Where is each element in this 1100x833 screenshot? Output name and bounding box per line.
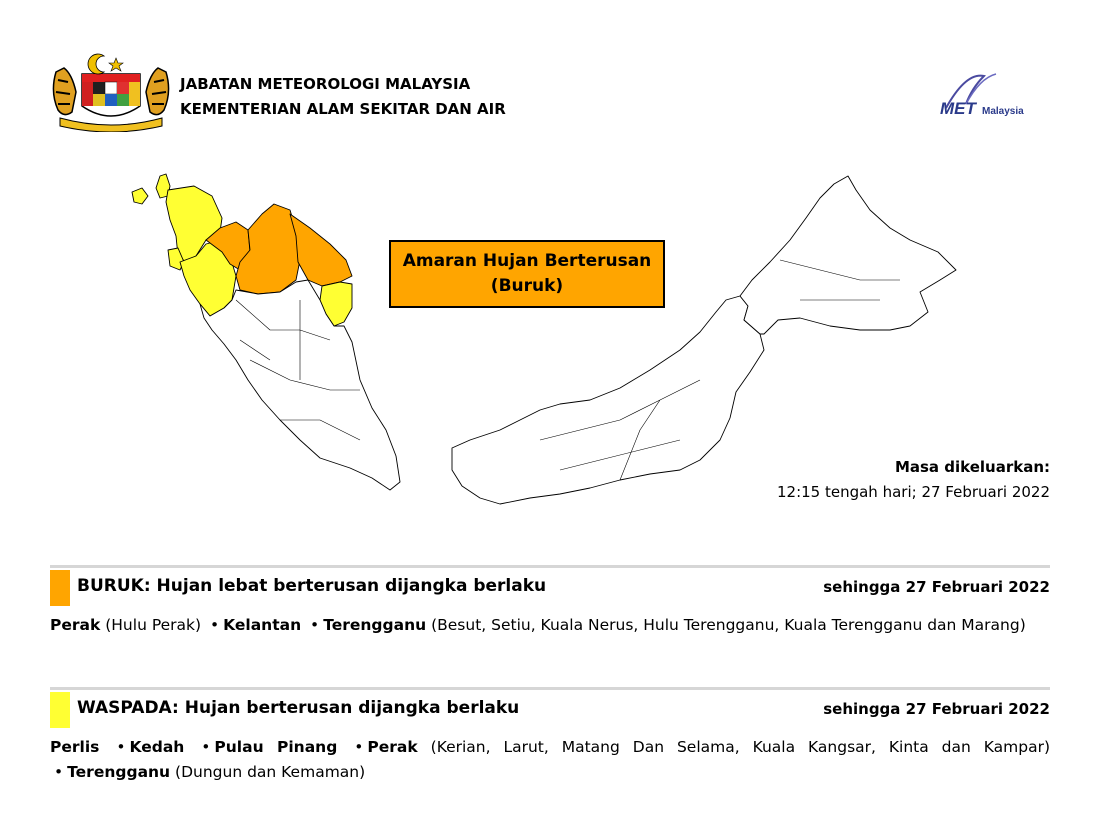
waspada-swatch <box>50 692 70 728</box>
separator-dot: • <box>209 616 220 634</box>
area-detail: (Besut, Setiu, Kuala Nerus, Hulu Terengganu, Kuala Terengganu dan Marang) <box>431 616 1026 634</box>
warning-title: Amaran Hujan Berterusan <box>402 251 652 271</box>
buruk-swatch <box>50 570 70 606</box>
agency-name: JABATAN METEOROLOGI MALAYSIA <box>180 75 471 93</box>
area-state: Terengganu <box>67 763 171 781</box>
area-state: Pulau Pinang <box>214 738 338 756</box>
area-detail: (Hulu Perak) <box>105 616 202 634</box>
area-detail: (Kerian, Larut, Matang Dan Selama, Kuala Kangsar, Kinta dan Kampar) <box>430 738 1051 756</box>
area-state: Perlis <box>50 738 100 756</box>
section-header <box>50 690 1050 730</box>
separator-dot: • <box>54 763 64 781</box>
separator-dot: • <box>201 738 211 756</box>
section-waspada <box>50 687 1050 785</box>
separator-dot: • <box>310 616 320 634</box>
separator-dot: • <box>354 738 364 756</box>
region-langkawi <box>132 188 148 204</box>
issued-label: Masa dikeluarkan: <box>894 458 1050 476</box>
warning-level: (Buruk) <box>490 276 564 296</box>
section-header <box>50 568 1050 608</box>
issued-time <box>777 455 1050 505</box>
region-terengganu-buruk <box>290 214 352 286</box>
section-title: WASPADA: Hujan berterusan dijangka berlaku <box>77 698 520 718</box>
area-state: Terengganu <box>323 616 427 634</box>
agency-title-block <box>180 72 506 122</box>
malaysia-coat-of-arms-icon <box>50 52 172 132</box>
section-areas <box>50 735 1050 785</box>
area-state: Perak <box>367 738 418 756</box>
separator-dot: • <box>116 738 126 756</box>
warning-legend-box <box>389 240 665 308</box>
area-state: Kelantan <box>223 616 302 634</box>
header <box>50 52 1050 132</box>
section-until: sehingga 27 Februari 2022 <box>823 578 1050 596</box>
region-sarawak <box>452 296 764 504</box>
section-until: sehingga 27 Februari 2022 <box>823 700 1050 718</box>
section-buruk <box>50 565 1050 638</box>
area-detail: (Dungun dan Kemaman) <box>175 763 366 781</box>
section-title: BURUK: Hujan lebat berterusan dijangka berlaku <box>77 576 547 596</box>
region-sabah <box>740 176 956 334</box>
met-logo-text: MET <box>940 99 976 118</box>
met-malaysia-logo <box>936 68 1046 120</box>
met-logo-subtext: Malaysia <box>982 106 1024 117</box>
section-areas <box>50 613 1050 638</box>
area-state: Perak <box>50 616 101 634</box>
ministry-name: KEMENTERIAN ALAM SEKITAR DAN AIR <box>180 100 506 118</box>
issued-value: 12:15 tengah hari; 27 Februari 2022 <box>776 483 1050 501</box>
area-state: Kedah <box>129 738 185 756</box>
